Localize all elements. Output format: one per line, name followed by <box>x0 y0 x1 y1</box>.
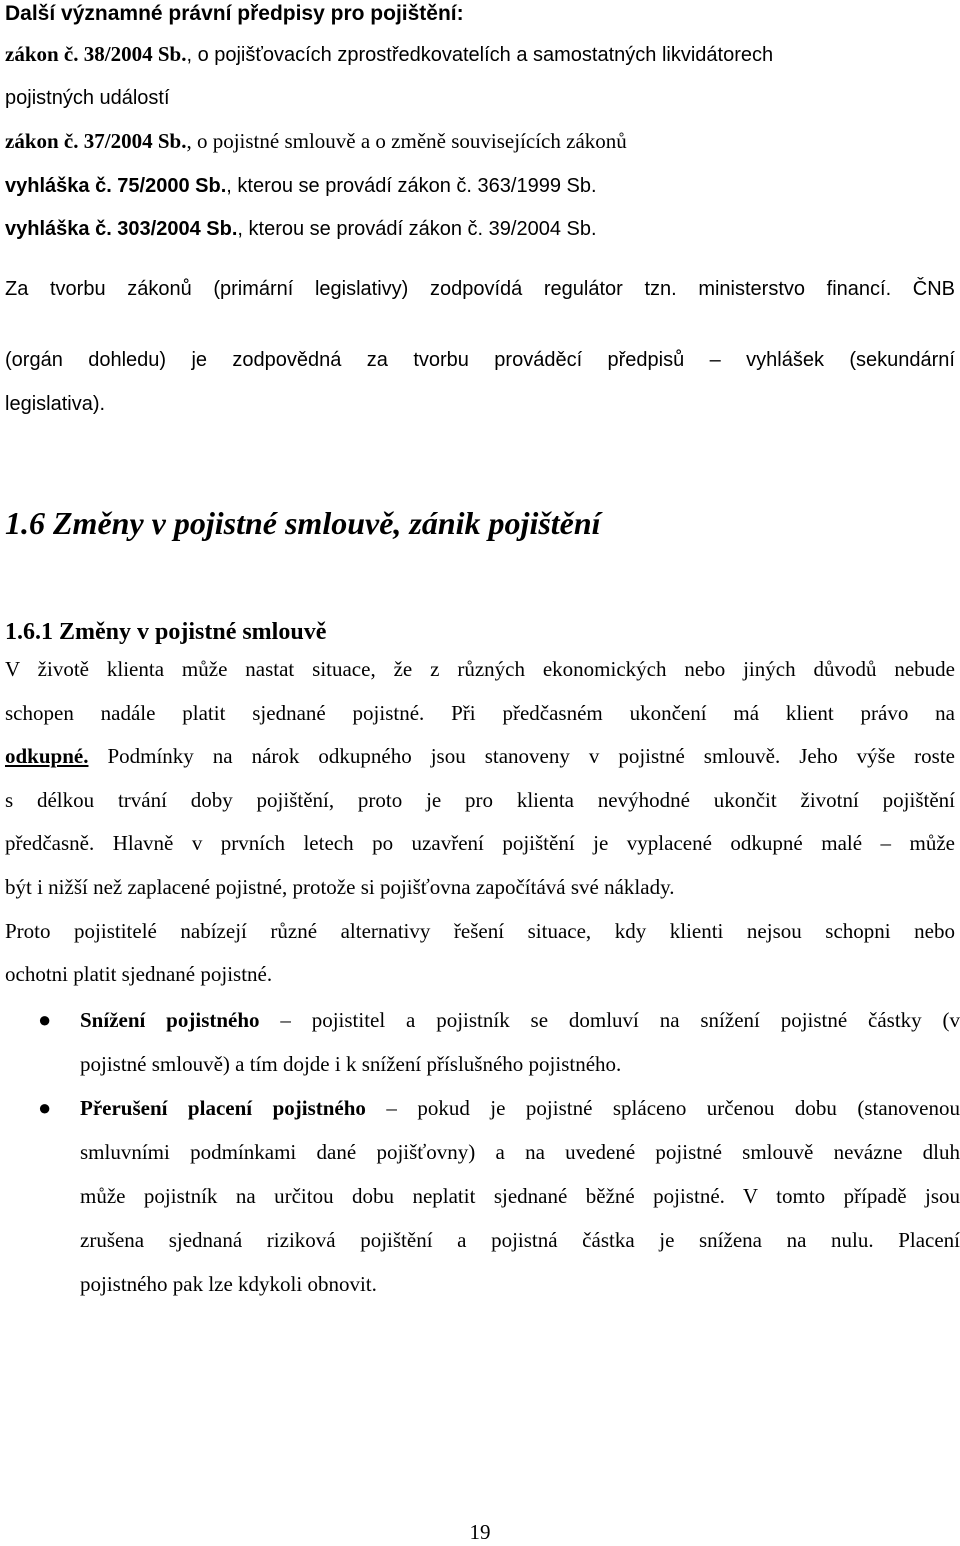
law-item-1-continued: pojistných událostí <box>5 87 170 109</box>
para1-line-4: s délkou trvání doby pojištění, proto je pro klienta nevýhodné ukončit životní pojištění <box>5 788 955 812</box>
para1-line-3-text: Podmínky na nárok odkupného jsou stanoveny v pojistné smlouvě. Jeho výše roste <box>88 744 955 768</box>
para1-line-3 <box>5 742 955 770</box>
subsection-title: 1.6.1 Změny v pojistné smlouvě <box>5 619 327 645</box>
bullet-dot-icon: ● <box>38 1007 52 1032</box>
para1-line-5: předčasně. Hlavně v prvních letech po uzavření pojištění je vyplacené odkupné malé – může <box>5 831 955 855</box>
law-item-2-number: zákon č. 37/2004 Sb. <box>5 129 187 153</box>
law-item-1-text: , o pojišťovacích zprostředkovatelích a samostatných likvidátorech <box>186 44 774 66</box>
section-title: 1.6 Změny v pojistné smlouvě, zánik pojištění <box>5 505 601 541</box>
law-item-3-number: vyhláška č. 75/2000 Sb. <box>5 175 227 197</box>
bullet-dot-icon: ● <box>38 1095 52 1120</box>
page-number: 19 <box>469 1520 491 1544</box>
law-item-1 <box>5 40 773 69</box>
para1-line-2: schopen nadále platit sjednané pojistné. Při předčasném ukončení má klient právo na <box>5 701 955 725</box>
bullet-1-text: – pojistitel a pojistník se domluví na snížení pojistné částky (v <box>259 1008 960 1032</box>
law-item-2 <box>5 127 627 155</box>
para1-line-6: být i nižší než zaplacené pojistné, protože si pojišťovna započítává své náklady. <box>5 875 675 899</box>
bullet-2-term: Přerušení placení pojistného <box>80 1096 366 1120</box>
bullet-1-line-2: pojistné smlouvě) a tím dojde i k snížení příslušného pojistného. <box>80 1052 622 1076</box>
intro-line-1: Za tvorbu zákonů (primární legislativy) zodpovídá regulátor tzn. ministerstvo financí. ČNB <box>5 278 955 300</box>
bullet-2-line-2: smluvními podmínkami dané pojišťovny) a na uvedené pojistné smlouvě nevázne dluh <box>80 1140 960 1164</box>
surrender-value-term: odkupné. <box>5 744 89 768</box>
law-item-3-text: , kterou se provádí zákon č. 363/1999 Sb. <box>226 175 597 197</box>
law-item-1-number: zákon č. 38/2004 Sb. <box>5 42 187 66</box>
intro-line-2: (orgán dohledu) je zodpovědná za tvorbu prováděcí předpisů – vyhlášek (sekundární <box>5 349 955 371</box>
bullet-2-line-5: pojistného pak lze kdykoli obnovit. <box>80 1272 377 1296</box>
para2-line-1: Proto pojistitelé nabízejí různé alternativy řešení situace, kdy klienti nejsou schopni nebo <box>5 919 955 943</box>
law-item-4 <box>5 214 597 243</box>
bullet-2-line-3: může pojistník na určitou dobu neplatit sjednané běžné pojistné. V tomto případě jsou <box>80 1184 960 1208</box>
law-item-4-number: vyhláška č. 303/2004 Sb. <box>5 218 238 240</box>
bullet-2-line-4: zrušena sjednaná riziková pojištění a pojistná částka je snížena na nulu. Placení <box>80 1228 960 1252</box>
para1-line-1: V životě klienta může nastat situace, že z různých ekonomických nebo jiných důvodů nebude <box>5 657 955 681</box>
law-item-4-text: , kterou se provádí zákon č. 39/2004 Sb. <box>237 218 597 240</box>
intro-line-3: legislativa). <box>5 393 106 415</box>
para2-line-2: ochotni platit sjednané pojistné. <box>5 962 273 986</box>
bullet-1-term: Snížení pojistného <box>80 1008 260 1032</box>
laws-heading: Další významné právní předpisy pro pojištění: <box>5 2 464 25</box>
bullet-2-line-1 <box>80 1094 960 1122</box>
bullet-2-text: – pokud je pojistné spláceno určenou dobu (stanovenou <box>365 1096 960 1120</box>
law-item-3 <box>5 171 597 200</box>
bullet-1-line-1 <box>80 1006 960 1034</box>
law-item-2-text: , o pojistné smlouvě a o změně souvisejících zákonů <box>186 129 627 153</box>
